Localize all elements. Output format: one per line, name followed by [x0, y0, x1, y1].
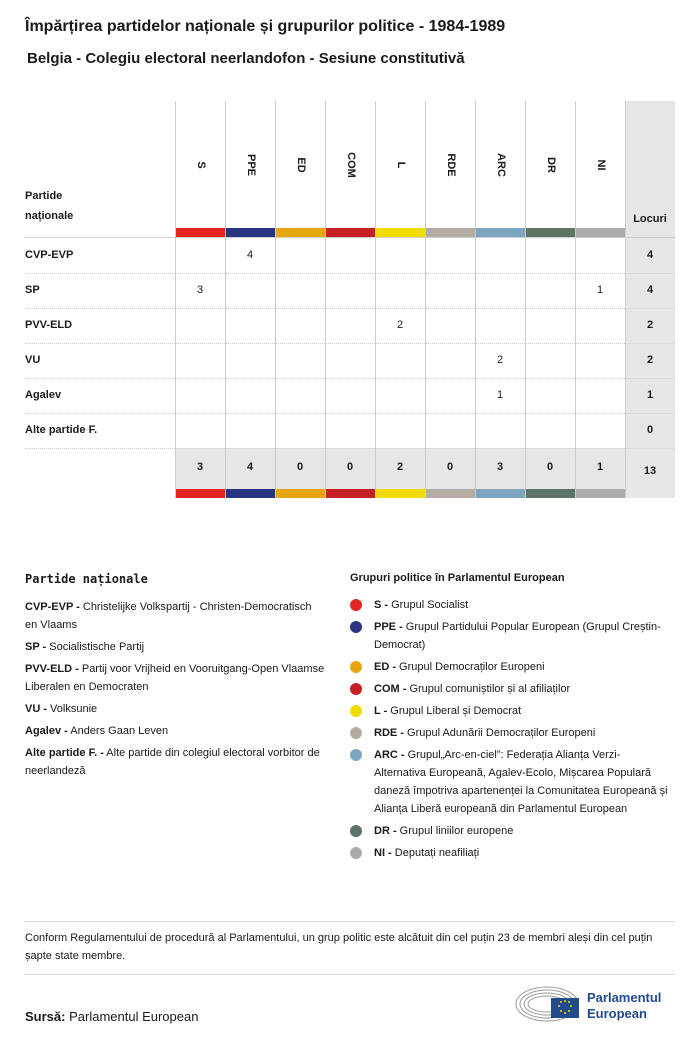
legend-code: L -	[374, 705, 388, 717]
legend-code: Alte partide F. -	[25, 747, 104, 759]
legend-desc: Anders Gaan Leven	[67, 725, 169, 737]
seats-header: Locuri	[633, 213, 667, 225]
column-total: 4	[246, 461, 254, 473]
legend-desc: Grupul liniilor europene	[396, 825, 514, 837]
group-legend-item	[350, 658, 670, 676]
row-seats: 2	[646, 319, 654, 331]
legend-code: VU -	[25, 703, 47, 715]
column-color-bar	[276, 228, 326, 237]
footnote-separator	[25, 921, 675, 922]
column-total: 0	[546, 461, 554, 473]
group-legend-item	[350, 618, 670, 654]
groups-legend-title: Grupuri politice în Parlamentul European	[350, 572, 565, 584]
legend-code: PPE -	[374, 621, 403, 633]
column-color-bar-bottom	[376, 489, 426, 498]
legend-code: SP -	[25, 641, 47, 653]
column-color-bar	[526, 228, 576, 237]
column-color-bar-bottom	[426, 489, 476, 498]
row-label: CVP-EVP	[25, 249, 74, 261]
column-s	[175, 101, 226, 498]
column-label: S	[195, 161, 207, 169]
row-seats: 2	[646, 354, 654, 366]
legend-code: ARC -	[374, 749, 405, 761]
column-color-bar	[226, 228, 276, 237]
group-legend-item	[350, 596, 670, 614]
column-total: 0	[346, 461, 354, 473]
legend-code: DR -	[374, 825, 397, 837]
row-label: Agalev	[25, 389, 62, 401]
source-value: Parlamentul European	[69, 1009, 199, 1024]
legend-code: RDE -	[374, 727, 404, 739]
column-label: L	[395, 161, 407, 169]
row-divider	[25, 413, 675, 414]
page-subtitle: Belgia - Colegiu electoral neerlandofon - Sesiune constitutivă	[27, 50, 465, 67]
group-legend-item	[350, 702, 670, 720]
legend-desc: Socialistische Partij	[46, 641, 145, 653]
column-color-bar-bottom	[226, 489, 276, 498]
table-cell: 2	[496, 354, 504, 366]
legend-dot-icon	[350, 661, 362, 673]
grand-total: 13	[643, 465, 657, 477]
legend-dot-icon	[350, 599, 362, 611]
legend-dot-icon	[350, 727, 362, 739]
column-color-bar	[326, 228, 376, 237]
national-legend-item	[25, 744, 325, 780]
column-total: 0	[446, 461, 454, 473]
source	[25, 1009, 198, 1024]
column-rde	[425, 101, 476, 498]
source-separator	[25, 974, 675, 975]
column-label: ARC	[495, 153, 507, 177]
legend-code: ED -	[374, 661, 396, 673]
legend-desc: Grupul Partidului Popular European (Grupul Creștin-Democrat)	[374, 621, 661, 651]
column-color-bar	[476, 228, 526, 237]
column-label: DR	[545, 157, 557, 173]
political-groups-legend	[350, 572, 670, 866]
row-divider	[25, 343, 675, 344]
column-l	[375, 101, 426, 498]
group-legend-item	[350, 844, 670, 862]
column-color-bar-bottom	[526, 489, 576, 498]
legend-dot-icon	[350, 825, 362, 837]
ep-logo-icon	[515, 984, 585, 1024]
column-arc	[475, 101, 526, 498]
column-color-bar	[376, 228, 426, 237]
source-label: Sursă:	[25, 1009, 66, 1024]
legend-dot-icon	[350, 683, 362, 695]
group-legend-item	[350, 822, 670, 840]
column-total: 3	[196, 461, 204, 473]
row-label: SP	[25, 284, 40, 296]
column-total: 2	[396, 461, 404, 473]
column-ni	[575, 101, 626, 498]
column-total: 0	[296, 461, 304, 473]
national-legend-item	[25, 722, 325, 740]
footnote: Conform Regulamentului de procedură al Parlamentului, un grup politic este alcătuit din cel puțin 23 de membri aleși din cel puțin șapte state membre.	[25, 932, 653, 962]
column-color-bar	[426, 228, 476, 237]
national-legend-item	[25, 660, 325, 696]
national-legend-item	[25, 638, 325, 656]
legend-code: NI -	[374, 847, 392, 859]
column-total: 1	[596, 461, 604, 473]
legend-dot-icon	[350, 847, 362, 859]
column-com	[325, 101, 376, 498]
legend-dot-icon	[350, 749, 362, 761]
legend-desc: Grupul„Arc-en-ciel”: Federația Alianța Verzi-Alternativa Europeană, Agalev-Ecolo, Mișcarea Populară daneză împotriva apartenenței la Comunitatea Europeană și Alianța Liberă europeană din Parlamentul European	[374, 749, 668, 815]
row-label: Alte partide F.	[25, 424, 98, 436]
column-color-bar	[576, 228, 626, 237]
legend-desc: Deputați neafiliați	[391, 847, 480, 859]
column-divider	[625, 101, 676, 498]
table-cell: 3	[196, 284, 204, 296]
legend-code: Agalev -	[25, 725, 68, 737]
column-color-bar-bottom	[176, 489, 226, 498]
row-header	[25, 186, 165, 226]
legend-code: PVV-ELD -	[25, 663, 79, 675]
legend-code: S -	[374, 599, 389, 611]
column-label: ED	[295, 157, 307, 173]
column-dr	[525, 101, 576, 498]
legend-dot-icon	[350, 621, 362, 633]
legend-desc: Partij voor Vrijheid en Vooruitgang-Open Vlaamse Liberalen en Democraten	[25, 663, 325, 693]
row-seats: 0	[646, 424, 654, 436]
column-color-bar-bottom	[576, 489, 626, 498]
row-divider	[25, 448, 675, 449]
row-label: VU	[25, 354, 41, 366]
table-cell: 1	[596, 284, 604, 296]
legend-desc: Alte partide din colegiul electoral vorbitor de neerlandeză	[25, 747, 320, 777]
seat-matrix	[25, 101, 675, 498]
header-rule	[25, 237, 675, 238]
row-divider	[25, 378, 675, 379]
column-ppe	[225, 101, 276, 498]
table-cell: 1	[496, 389, 504, 401]
legend-desc: Volksunie	[47, 703, 98, 715]
legend-desc: Grupul comuniștilor și al afiliaților	[406, 683, 571, 695]
logo-line1: Parlamentul	[587, 990, 662, 1005]
legend-desc: Grupul Liberal și Democrat	[387, 705, 522, 717]
row-header-line1: Partide	[25, 190, 63, 202]
column-label: PPE	[245, 153, 257, 176]
group-legend-item	[350, 680, 670, 698]
legend-desc: Grupul Adunării Democraților Europeni	[403, 727, 596, 739]
national-parties-legend	[25, 572, 325, 784]
column-color-bar	[176, 228, 226, 237]
column-total: 3	[496, 461, 504, 473]
table-cell: 4	[246, 249, 254, 261]
column-label: NI	[595, 159, 607, 171]
group-legend-item	[350, 746, 670, 818]
row-seats: 1	[646, 389, 654, 401]
column-color-bar-bottom	[476, 489, 526, 498]
row-divider	[25, 273, 675, 274]
legend-desc: Grupul Democraților Europeni	[396, 661, 545, 673]
page-title: Împărțirea partidelor naționale și grupurilor politice - 1984-1989	[25, 18, 506, 35]
row-label: PVV-ELD	[25, 319, 73, 331]
row-seats: 4	[646, 284, 654, 296]
row-seats: 4	[646, 249, 654, 261]
logo-line2: European	[587, 1006, 647, 1021]
column-label: COM	[345, 152, 357, 178]
column-color-bar-bottom	[276, 489, 326, 498]
national-legend-item	[25, 700, 325, 718]
legend-code: CVP-EVP -	[25, 601, 80, 613]
ep-logo-text	[587, 990, 661, 1022]
legend-desc: Grupul Socialist	[388, 599, 469, 611]
column-ed	[275, 101, 326, 498]
national-legend-title: Partide naționale	[25, 572, 148, 586]
ep-logo	[515, 984, 677, 1024]
legend-code: COM -	[374, 683, 407, 695]
table-cell: 2	[396, 319, 404, 331]
national-legend-item	[25, 598, 325, 634]
row-header-line2: naționale	[25, 210, 74, 222]
group-legend-item	[350, 724, 670, 742]
legend-dot-icon	[350, 705, 362, 717]
row-divider	[25, 308, 675, 309]
column-label: RDE	[445, 153, 457, 177]
legend-desc: Christelijke Volkspartij - Christen-Democratisch en Vlaams	[25, 601, 312, 631]
column-color-bar-bottom	[326, 489, 376, 498]
